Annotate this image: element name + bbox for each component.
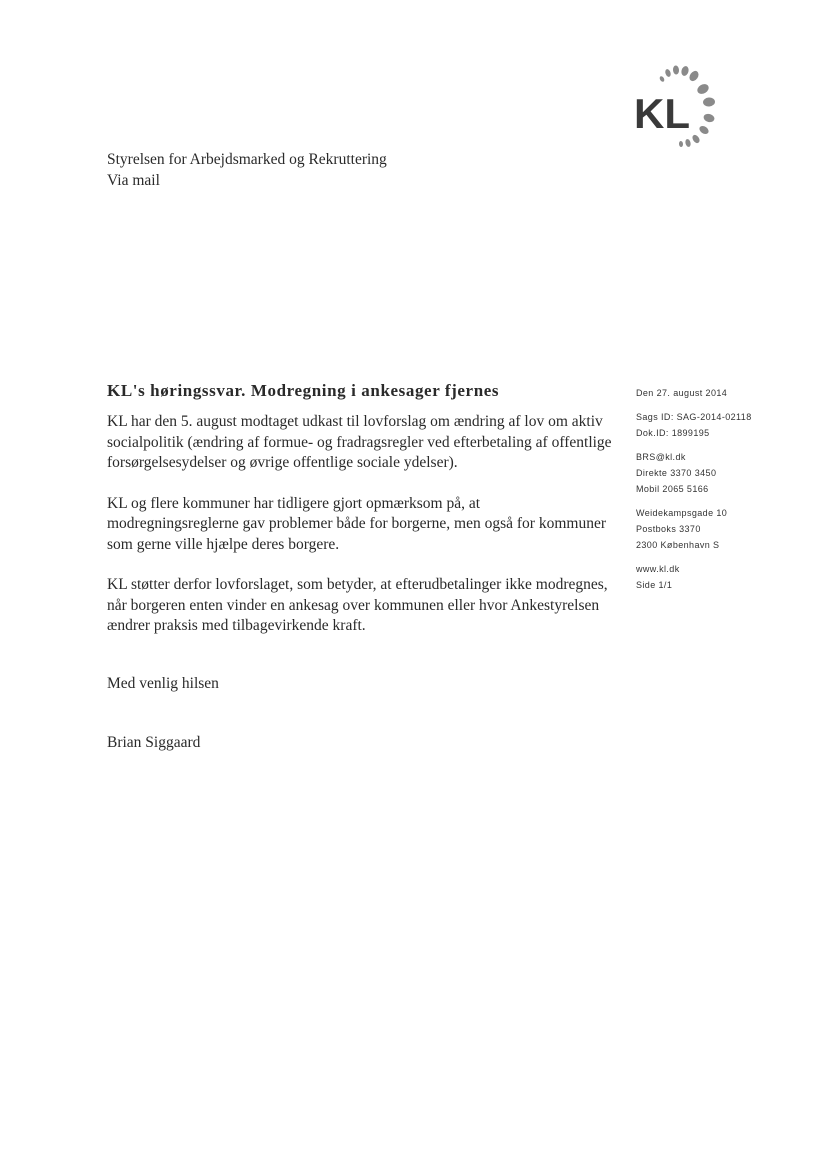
address-city: 2300 København S xyxy=(636,540,720,550)
letter-body xyxy=(107,412,612,657)
address-pobox: Postboks 3370 xyxy=(636,524,701,534)
body-paragraph: KL støtter derfor lovforslaget, som betyder, at efterudbetalinger ikke modregnes, når borgeren enten vinder en ankesag over kommunen eller hvor Ankestyrelsen ændrer praksis med tilbagevirkende kraft. xyxy=(107,576,608,634)
contact-email: BRS@kl.dk xyxy=(636,452,686,462)
recipient-block xyxy=(107,149,387,191)
document-id: Dok.ID: 1899195 xyxy=(636,428,710,438)
letter-subject: KL's høringssvar. Modregning i ankesager fjernes xyxy=(107,381,500,400)
page-number: Side 1/1 xyxy=(636,580,673,590)
body-paragraph: KL og flere kommuner har tidligere gjort opmærksom på, at modregningsreglerne gav problemer både for borgerne, men også for kommuner som gerne ville hjælpe deres borgere. xyxy=(107,494,606,553)
letter-date: Den 27. august 2014 xyxy=(636,388,728,398)
body-paragraph: KL har den 5. august modtaget udkast til lovforslag om ændring af lov om aktiv socialpolitik (ændring af formue- og fradragsregler ved efterbetaling af offentlige forsørgelsesydelser og øvrige offentlige sociale ydelser). xyxy=(107,413,612,471)
closing-salutation: Med venlig hilsen xyxy=(107,675,219,692)
delivery-method: Via mail xyxy=(107,172,160,189)
kl-logo xyxy=(630,62,730,152)
contact-group xyxy=(636,449,816,497)
web-group xyxy=(636,561,816,593)
sidebar-info xyxy=(636,385,816,601)
address-group xyxy=(636,505,816,553)
date-group xyxy=(636,385,816,401)
direct-phone: Direkte 3370 3450 xyxy=(636,468,717,478)
recipient-name: Styrelsen for Arbejdsmarked og Rekruttering xyxy=(107,151,387,168)
reference-group xyxy=(636,409,816,441)
address-street: Weidekampsgade 10 xyxy=(636,508,728,518)
case-id: Sags ID: SAG-2014-02118 xyxy=(636,412,752,422)
mobile-phone: Mobil 2065 5166 xyxy=(636,484,709,494)
website: www.kl.dk xyxy=(636,564,680,574)
logo-text: KL xyxy=(634,90,690,137)
signature-name: Brian Siggaard xyxy=(107,734,201,751)
